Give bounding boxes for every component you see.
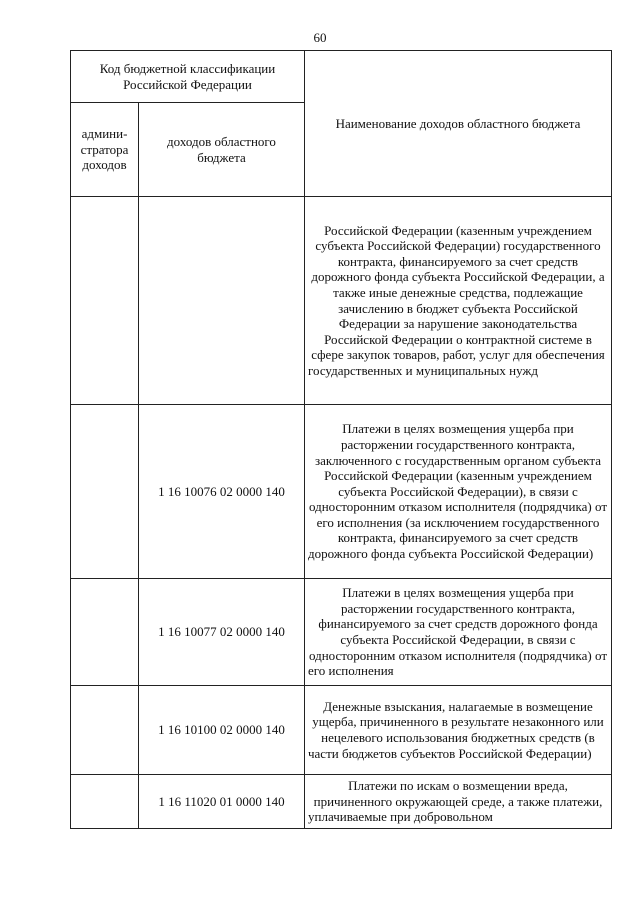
cell-code: 1 16 10100 02 0000 140 [139,686,305,775]
table-row [71,405,612,579]
cell-code: 1 16 10077 02 0000 140 [139,579,305,686]
cell-name: Российской Федерации (казенным учреждением субъекта Российской Федерации) государственного контракта, финансируемого за счет средств дорожного фонда субъекта Российской Федерации, а также иные денежные средства, подлежащие зачислению в бюджет субъекта Российской Федерации за нарушение законодательства Российской Федерации о контрактной системе в сфере закупок товаров, работ, услуг для обеспечения государственных и муниципальных нужд [305,197,612,405]
header-name-column: Наименование доходов областного бюджета [305,51,612,197]
table-row [71,686,612,775]
cell-code [139,197,305,405]
cell-admin [71,775,139,829]
cell-name: Денежные взыскания, налагаемые в возмещение ущерба, причиненного в результате незаконного или нецелевого использования бюджетных средств (в части бюджетов субъектов Российской Федерации) [305,686,612,775]
table-row [71,775,612,829]
cell-code: 1 16 10076 02 0000 140 [139,405,305,579]
cell-admin [71,579,139,686]
budget-classification-table [70,50,612,829]
header-group-title: Код бюджетной классификации Российской Федерации [71,51,305,103]
cell-admin [71,197,139,405]
header-income-column: доходов областного бюджета [139,103,305,197]
cell-name: Платежи по искам о возмещении вреда, причиненного окружающей среде, а также платежи, уплачиваемые при добровольном [305,775,612,829]
table-row [71,579,612,686]
table-header-row [71,51,612,103]
cell-admin [71,405,139,579]
table-row [71,197,612,405]
cell-name: Платежи в целях возмещения ущерба при расторжении государственного контракта, финансируемого за счет средств дорожного фонда субъекта Российской Федерации, в связи с односторонним отказом исполнителя (подрядчика) от его исполнения [305,579,612,686]
header-admin-column: админи-стратора доходов [71,103,139,197]
cell-code: 1 16 11020 01 0000 140 [139,775,305,829]
cell-name: Платежи в целях возмещения ущерба при расторжении государственного контракта, заключенного с государственным органом субъекта Российской Федерации (казенным учреждением субъекта Российской Федерации), в связи с односторонним отказом исполнителя (подрядчика) от его исполнения (за исключением государственного контракта, финансируемого за счет средств дорожного фонда субъекта Российской Федерации) [305,405,612,579]
cell-admin [71,686,139,775]
page-number: 60 [313,30,327,45]
